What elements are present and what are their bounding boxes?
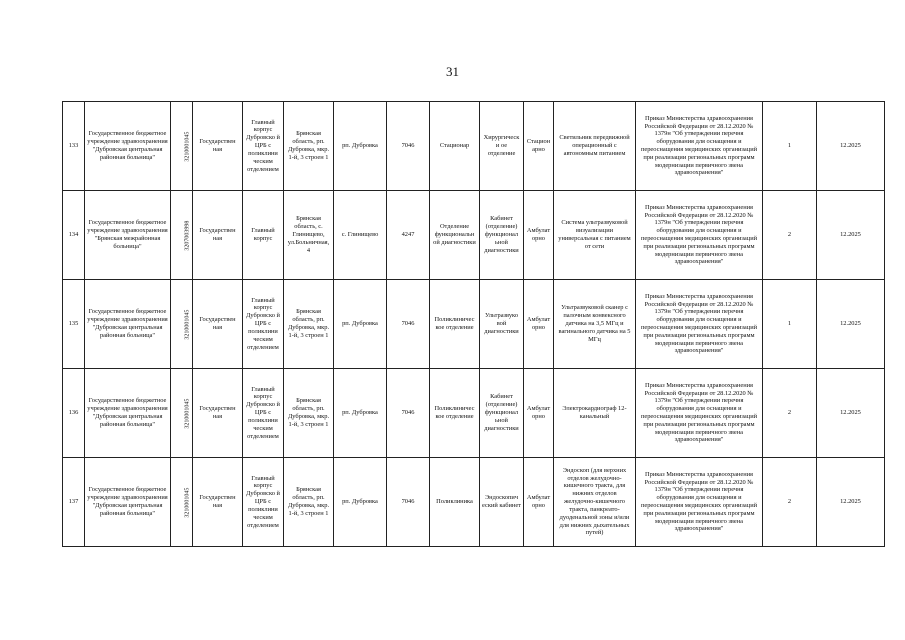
address: Брянская область, рп. Дубровка, мкр. 1-й, 3 строен 1	[284, 458, 334, 547]
ownership-form: Государствен ная	[193, 280, 243, 369]
organization-code	[171, 369, 193, 458]
care-type: Амбулат орно	[524, 191, 554, 280]
department-name: Хирургически ое отделение	[480, 102, 524, 191]
locality-code: 7046	[387, 458, 430, 547]
organization-name: Государственное бюджетное учреждение здравоохранения "Брянская межрайонная больница"	[85, 191, 171, 280]
equipment-name: Светильник передвижной операционный с автономным питанием	[554, 102, 636, 191]
order-reference: Приказ Министерства здравоохранения Российской Федерации от 28.12.2020 № 1379н "Об утверждении перечня оборудования для оснащения и переоснащения медицинских организаций при реализации региональных программ модернизации первичного звена здравоохранения"	[636, 191, 763, 280]
table-row	[63, 191, 885, 280]
building-name: Главный корпус Дубровско й ЦРБ с поликлини ческим отделением	[243, 369, 284, 458]
equipment-count: 2	[763, 458, 817, 547]
ownership-form: Государствен ная	[193, 191, 243, 280]
organization-code-text: 3210001045	[184, 309, 191, 340]
department-name: Ультразвуко вой диагностики	[480, 280, 524, 369]
care-type: Амбулат орно	[524, 369, 554, 458]
delivery-date: 12.2025	[817, 191, 885, 280]
address: Брянская область, с. Глинищево, ул.Больничная, 4	[284, 191, 334, 280]
table-row	[63, 102, 885, 191]
row-number: 134	[63, 191, 85, 280]
organization-name: Государственное бюджетное учреждение здравоохранения "Дубровская центральная районная больница"	[85, 458, 171, 547]
organization-code	[171, 102, 193, 191]
row-number: 137	[63, 458, 85, 547]
building-name: Главный корпус Дубровско й ЦРБ с поликлини ческим отделением	[243, 458, 284, 547]
organization-code	[171, 458, 193, 547]
care-type: Стацион арно	[524, 102, 554, 191]
organization-code-text: 3210001045	[184, 398, 191, 429]
organization-code	[171, 280, 193, 369]
unit-name: Поликлиничес кое отделение	[430, 280, 480, 369]
page-number: 31	[446, 64, 459, 79]
equipment-count: 2	[763, 369, 817, 458]
equipment-name: Ультразвуковой сканер с палочным конвексного датчика на 3,5 МГц и вагинального датчика на 5 МГц	[554, 280, 636, 369]
locality: рп. Дубровка	[334, 369, 387, 458]
organization-code-text: 3210001045	[184, 131, 191, 162]
building-name: Главный корпус Дубровско й ЦРБ с поликлини ческим отделением	[243, 102, 284, 191]
address: Брянская область, рп. Дубровка, мкр. 1-й, 3 строен 1	[284, 280, 334, 369]
unit-name: Отделение функциональн ой диагностики	[430, 191, 480, 280]
order-reference: Приказ Министерства здравоохранения Российской Федерации от 28.12.2020 № 1379н "Об утверждении перечня оборудования для оснащения и переоснащения медицинских организаций при реализации региональных программ модернизации первичного звена здравоохранения"	[636, 369, 763, 458]
unit-name: Поликлиника	[430, 458, 480, 547]
locality-code: 7046	[387, 280, 430, 369]
row-number: 135	[63, 280, 85, 369]
department-name: Кабинет (отделение) функционал ьной диагностики	[480, 369, 524, 458]
delivery-date: 12.2025	[817, 280, 885, 369]
address: Брянская область, рп. Дубровка, мкр. 1-й, 3 строен 1	[284, 102, 334, 191]
organization-name: Государственное бюджетное учреждение здравоохранения "Дубровская центральная районная больница"	[85, 102, 171, 191]
department-name: Кабинет (отделение) функционал ьной диагностики	[480, 191, 524, 280]
row-number: 133	[63, 102, 85, 191]
delivery-date: 12.2025	[817, 458, 885, 547]
delivery-date: 12.2025	[817, 102, 885, 191]
locality-code: 4247	[387, 191, 430, 280]
care-type: Амбулат орно	[524, 458, 554, 547]
row-number: 136	[63, 369, 85, 458]
locality-code: 7046	[387, 369, 430, 458]
equipment-name: Электрокардиограф 12-канальный	[554, 369, 636, 458]
order-reference: Приказ Министерства здравоохранения Российской Федерации от 28.12.2020 № 1379н "Об утверждении перечня оборудования для оснащения и переоснащения медицинских организаций при реализации региональных программ модернизации первичного звена здравоохранения"	[636, 102, 763, 191]
locality: рп. Дубровка	[334, 458, 387, 547]
building-name: Главный корпус	[243, 191, 284, 280]
organization-name: Государственное бюджетное учреждение здравоохранения "Дубровская центральная районная больница"	[85, 369, 171, 458]
organization-code-text: 3210001045	[184, 487, 191, 518]
address: Брянская область, рп. Дубровка, мкр. 1-й, 3 строен 1	[284, 369, 334, 458]
equipment-name: Система ультразвуковой визуализации универсальная с питанием от сети	[554, 191, 636, 280]
table-row	[63, 369, 885, 458]
equipment-count: 2	[763, 191, 817, 280]
ownership-form: Государствен ная	[193, 369, 243, 458]
building-name: Главный корпус Дубровско й ЦРБ с поликлини ческим отделением	[243, 280, 284, 369]
order-reference: Приказ Министерства здравоохранения Российской Федерации от 28.12.2020 № 1379н "Об утверждении перечня оборудования для оснащения и переоснащения медицинских организаций при реализации региональных программ модернизации первичного звена здравоохранения"	[636, 458, 763, 547]
organization-code	[171, 191, 193, 280]
table-row	[63, 280, 885, 369]
unit-name: Стационар	[430, 102, 480, 191]
locality: рп. Дубровка	[334, 102, 387, 191]
equipment-table	[62, 101, 885, 547]
organization-name: Государственное бюджетное учреждение здравоохранения "Дубровская центральная районная больница"	[85, 280, 171, 369]
table-row	[63, 458, 885, 547]
equipment-count: 1	[763, 280, 817, 369]
unit-name: Поликлиничес кое отделение	[430, 369, 480, 458]
organization-code-text: 3207003998	[184, 220, 191, 251]
ownership-form: Государствен ная	[193, 102, 243, 191]
equipment-name: Эндоскоп (для верхних отделов желудочно-кишечного тракта, для нижних отделов желудочно-кишечного тракта, панкреато-дуоденальной зоны и/или для нижних дыхательных путей)	[554, 458, 636, 547]
locality: с. Глинищево	[334, 191, 387, 280]
order-reference: Приказ Министерства здравоохранения Российской Федерации от 28.12.2020 № 1379н "Об утверждении перечня оборудования для оснащения и переоснащения медицинских организаций при реализации региональных программ модернизации первичного звена здравоохранения"	[636, 280, 763, 369]
locality-code: 7046	[387, 102, 430, 191]
ownership-form: Государствен ная	[193, 458, 243, 547]
department-name: Эндоскопич еский кабинет	[480, 458, 524, 547]
equipment-count: 1	[763, 102, 817, 191]
locality: рп. Дубровка	[334, 280, 387, 369]
care-type: Амбулат орно	[524, 280, 554, 369]
delivery-date: 12.2025	[817, 369, 885, 458]
